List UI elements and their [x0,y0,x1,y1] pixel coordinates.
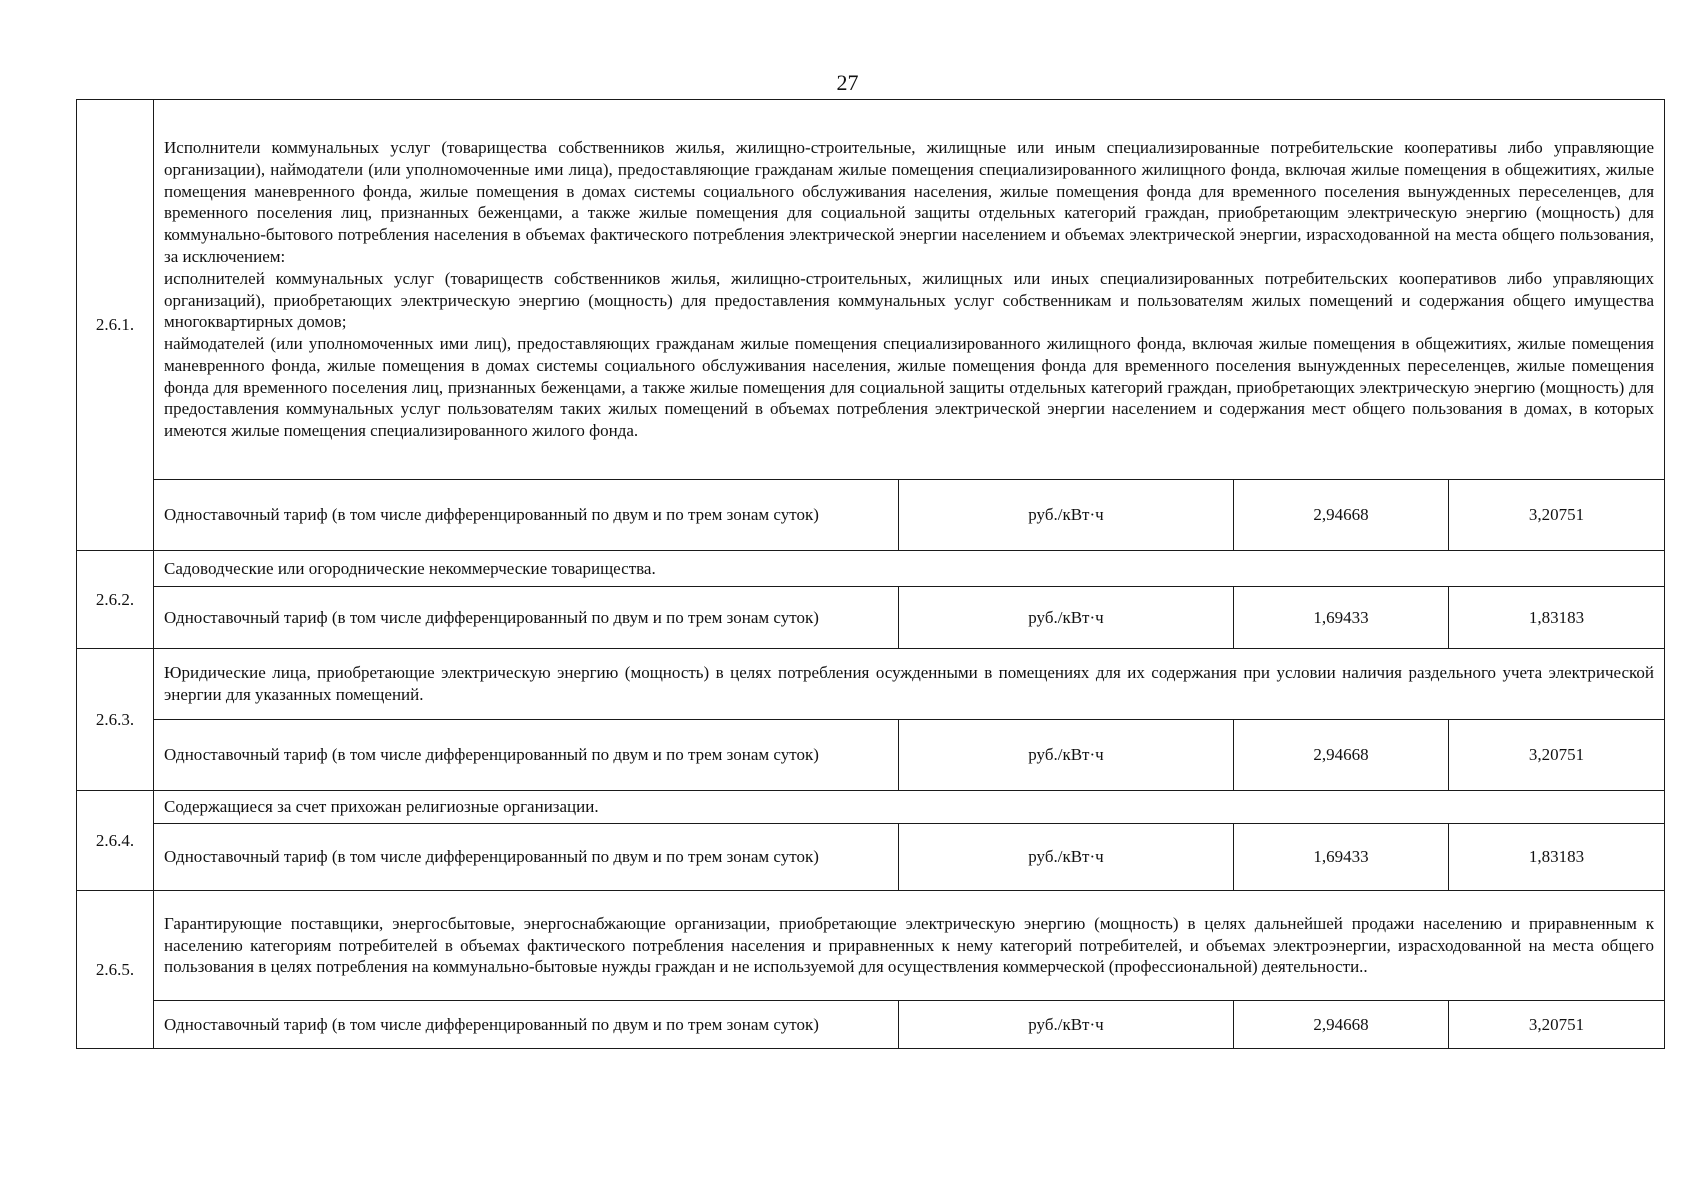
section-number: 2.6.3. [77,649,154,791]
section-number: 2.6.1. [77,100,154,551]
tariff-unit: руб./кВт·ч [899,480,1234,551]
tariff-name: Одноставочный тариф (в том числе дифференцированный по двум и по трем зонам суток) [154,480,899,551]
section-number: 2.6.4. [77,791,154,891]
tariff-name: Одноставочный тариф (в том числе дифференцированный по двум и по трем зонам суток) [154,720,899,791]
description-paragraph: Гарантирующие поставщики, энергосбытовые, энергоснабжающие организации, приобретающие электрическую энергию (мощность) в целях дальнейшей продажи населению и приравненным к населению категориям потребителей в объемах фактического потребления населения и приравненных к нему категорий потребителей, и объемах электроэнергии, израсходованной на места общего пользования в целях потребления на коммунально-бытовые нужды граждан и не используемой для осуществления коммерческой (профессиональной) деятельности.. [164,913,1655,977]
tariff-name: Одноставочный тариф (в том числе дифференцированный по двум и по трем зонам суток) [154,1001,899,1049]
description-paragraph: исполнителей коммунальных услуг (товариществ собственников жилья, жилищно-строительных, жилищных или иных специализированных потребительских кооперативов либо управляющих организаций), приобретающих электрическую энергию (мощность) для предоставления коммунальных услуг собственникам и пользователям жилых помещений и содержания общего имущества многоквартирных домов; [164,268,1655,332]
tariff-value-first: 2,94668 [1234,480,1449,551]
page-number: 27 [836,70,859,95]
tariff-table [76,99,1665,1049]
section-description [154,791,1665,824]
section-number: 2.6.5. [77,891,154,1049]
description-paragraph: Содержащиеся за счет прихожан религиозные организации. [164,797,599,817]
tariff-unit: руб./кВт·ч [899,1001,1234,1049]
section-row-2-6-3 [77,649,1665,720]
tariff-value-first: 1,69433 [1234,587,1449,649]
tariff-row [77,587,1665,649]
section-description [154,891,1665,1001]
section-number: 2.6.2. [77,551,154,649]
section-row-2-6-5 [77,891,1665,1001]
section-description [154,100,1665,480]
tariff-unit: руб./кВт·ч [899,824,1234,891]
tariff-value-first: 1,69433 [1234,824,1449,891]
tariff-value-first: 2,94668 [1234,1001,1449,1049]
description-paragraph: Юридические лица, приобретающие электрическую энергию (мощность) в целях потребления осужденными в помещениях для их содержания при условии наличия раздельного учета электрической энергии для указанных помещений. [164,663,1655,704]
section-row-2-6-2 [77,551,1665,587]
description-paragraph: Садоводческие или огороднические некоммерческие товарищества. [164,558,656,578]
tariff-value-first: 2,94668 [1234,720,1449,791]
tariff-value-second: 3,20751 [1449,720,1665,791]
tariff-value-second: 3,20751 [1449,1001,1665,1049]
section-description [154,551,1665,587]
tariff-name: Одноставочный тариф (в том числе дифференцированный по двум и по трем зонам суток) [154,824,899,891]
section-row-2-6-4 [77,791,1665,824]
tariff-unit: руб./кВт·ч [899,720,1234,791]
tariff-name: Одноставочный тариф (в том числе дифференцированный по двум и по трем зонам суток) [154,587,899,649]
tariff-unit: руб./кВт·ч [899,587,1234,649]
description-paragraph: Исполнители коммунальных услуг (товарищества собственников жилья, жилищно-строительные, жилищные или иным специализированные потребительские кооперативы либо управляющие организации), наймодатели (или уполномоченные ими лица), предоставляющие гражданам жилые помещения специализированного жилищного фонда, включая жилые помещения в общежитиях, жилые помещения маневренного фонда, жилые помещения в домах системы социального обслуживания населения, жилые помещения фонда для временного поселения вынужденных переселенцев, для временного поселения лиц, признанных беженцами, а также жилые помещения для социальной защиты отдельных категорий граждан, приобретающим электрическую энергию (мощность) для коммунально-бытового потребления населения в объемах фактического потребления электрической энергии населением и объемах электрической энергии, израсходованной на места общего пользования, за исключением: [164,137,1655,266]
section-description [154,649,1665,720]
section-row-2-6-1 [77,100,1665,480]
description-paragraph: наймодателей (или уполномоченных ими лиц), предоставляющих гражданам жилые помещения специализированного жилищного фонда, включая жилые помещения в общежитиях, жилые помещения маневренного фонда, жилые помещения в домах системы социального обслуживания населения, жилые помещения фонда для временного поселения вынужденных переселенцев, жилые помещения фонда для временного поселения лиц, признанных беженцами, а также жилые помещения для социальной защиты отдельных категорий граждан, приобретающих электрическую энергию (мощность) для предоставления коммунальных услуг пользователям таких жилых помещений в объемах потребления электрической энергии населением и содержания мест общего пользования в домах, в которых имеются жилые помещения специализированного жилого фонда. [164,334,1655,441]
tariff-value-second: 1,83183 [1449,824,1665,891]
tariff-row [77,824,1665,891]
tariff-row [77,720,1665,791]
tariff-row [77,480,1665,551]
tariff-value-second: 3,20751 [1449,480,1665,551]
tariff-value-second: 1,83183 [1449,587,1665,649]
tariff-row [77,1001,1665,1049]
